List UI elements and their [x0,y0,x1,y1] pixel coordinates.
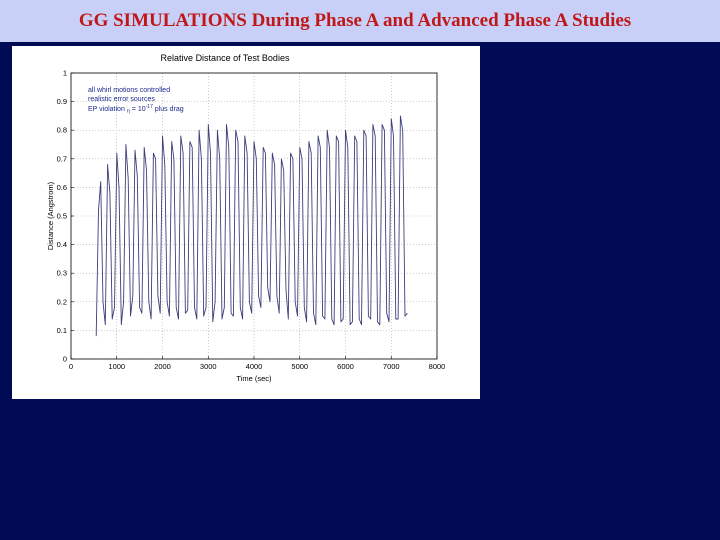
annotation-prefix: EP violation [88,106,127,113]
x-axis-label: Time (sec) [236,374,272,383]
y-tick-label: 0.9 [56,97,67,107]
series-line [96,116,407,336]
x-tick-label: 0 [68,362,74,371]
y-tick-label: 0.3 [56,268,67,278]
slide-header [0,0,720,42]
y-tick-label: 0.1 [56,325,67,335]
x-tick-label: 4000 [245,362,263,371]
x-tick-label: 5000 [291,362,309,371]
annotation-eta: η [126,108,130,115]
annotation-exponent: -17 [145,104,153,110]
annotation-line-2: realistic error sources [88,96,155,103]
x-tick-label: 6000 [337,362,354,371]
annotation-line-3 [88,104,184,115]
x-tick-label: 1000 [108,362,126,371]
y-tick-label: 0.2 [56,297,67,307]
y-tick-label: 0.6 [56,182,67,192]
y-tick-label: 1 [62,68,67,78]
y-tick-label: 0.4 [56,240,67,250]
chart-grid [71,73,437,359]
y-axis-label: Distance (Angstrom) [46,181,55,251]
y-tick-label: 0.7 [56,154,67,164]
y-tick-label: 0.5 [56,211,67,221]
line-chart [12,46,480,399]
series-group [96,116,407,336]
y-tick-label: 0.8 [56,125,67,135]
slide-title: GG SIMULATIONS During Phase A and Advanced Phase A Studies [78,10,632,31]
chart-title: Relative Distance of Test Bodies [160,53,290,63]
annotation-line-1: all whirl motions controlled [88,87,171,94]
x-tick-label: 8000 [428,362,446,371]
chart-annotations [88,87,184,115]
y-tick-label: 0 [62,354,67,364]
annotation-eq: = 10 [129,106,146,113]
x-tick-label: 3000 [199,362,217,371]
x-tick-label: 7000 [382,362,400,371]
figure-panel [12,46,480,399]
x-tick-label: 2000 [154,362,171,371]
axis-ticks [57,69,446,372]
annotation-suffix: plus drag [152,106,184,113]
